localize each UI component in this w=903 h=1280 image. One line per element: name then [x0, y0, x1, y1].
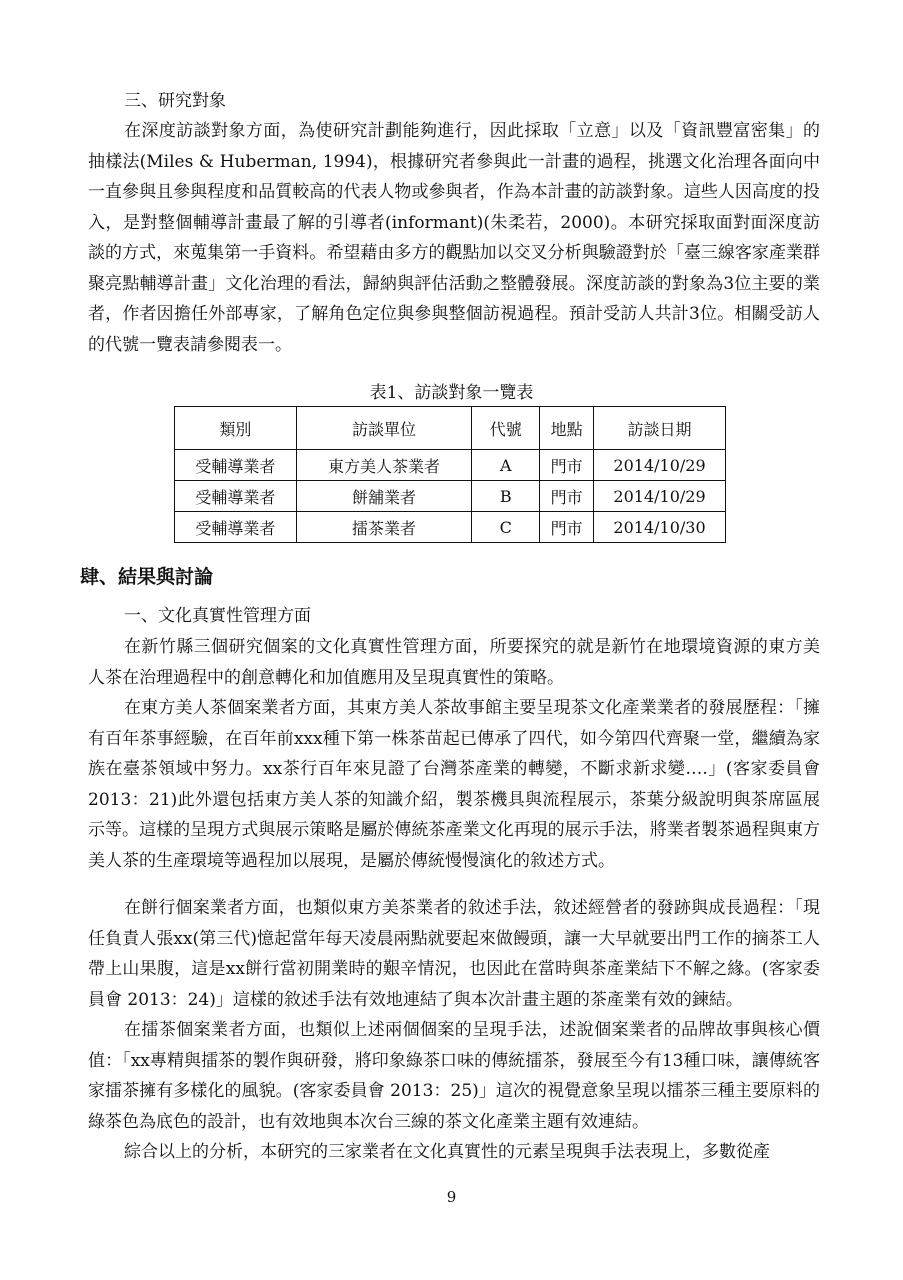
table-cell: 受輔導業者 — [175, 481, 297, 512]
table-cell: 2014/10/29 — [594, 450, 726, 481]
table-header-cell: 代號 — [472, 407, 540, 450]
paragraph-oriental-beauty-tea-case: 在東方美人茶個案業者方面，其東方美人茶故事館主要呈現茶文化產業業者的發展歷程：「擁有百年茶事經驗，在百年前xxx種下第一株茶苗起已傳承了四代，如今第四代齊聚一堂，繼續為家族在臺茶領域中努力。xx茶行百年來見證了台灣茶產業的轉變，不斷求新求變….」(客家委員會 2013：21)此外還包括東方美人茶的知識介紹，製茶機具與流程展示，茶葉分級說明與茶席區展示等。這樣的呈現方式與展示策略是屬於傳統茶產業文化再現的展示手法，將業者製茶過程與東方美人茶的生產環境等過程加以展現，是屬於傳統慢慢演化的敘述方式。 — [88, 698, 820, 871]
table-cell: B — [472, 481, 540, 512]
table-header-cell: 地點 — [540, 407, 594, 450]
section-heading-results-discussion: 肆、結果與討論 — [80, 566, 214, 588]
table-cell: 東方美人茶業者 — [296, 450, 472, 481]
table-cell: A — [472, 450, 540, 481]
page-number: 9 — [446, 1188, 457, 1206]
table-cell: 受輔導業者 — [175, 512, 297, 543]
table-cell: 受輔導業者 — [175, 450, 297, 481]
table-caption: 表1、訪談對象一覽表 — [369, 383, 534, 403]
table-cell: C — [472, 512, 540, 543]
table-header-row — [175, 407, 726, 450]
table-cell: 擂茶業者 — [296, 512, 472, 543]
table-row — [175, 450, 726, 481]
table-header-cell: 類別 — [175, 407, 297, 450]
table-cell: 門市 — [540, 481, 594, 512]
paragraph-lei-tea-case: 在擂茶個案業者方面，也類似上述兩個個案的呈現手法，述說個案業者的品牌故事與核心價值：「xx專精與擂茶的製作與研發，將印象綠茶口味的傳統擂茶，發展至今有13種口味，讓傳統客家擂茶擁有多樣化的風貌。(客家委員會 2013：25)」這次的視覺意象呈現以擂茶三種主要原料的綠茶色為底色的設計，也有效地與本次台三線的茶文化產業主題有效連結。 — [88, 1020, 820, 1132]
paragraph-cultural-authenticity-intro: 在新竹縣三個研究個案的文化真實性管理方面，所要探究的就是新竹在地環境資源的東方美人茶在治理過程中的創意轉化和加值應用及呈現真實性的策略。 — [88, 637, 820, 688]
table-cell: 2014/10/30 — [594, 512, 726, 543]
interview-subjects-table — [174, 406, 726, 543]
section-heading-research-subjects: 三、研究對象 — [124, 91, 226, 111]
table-cell: 門市 — [540, 450, 594, 481]
subsection-heading-cultural-authenticity: 一、文化真實性管理方面 — [124, 606, 311, 626]
paragraph-summary: 綜合以上的分析，本研究的三家業者在文化真實性的元素呈現與手法表現上，多數從產 — [124, 1142, 770, 1162]
table-cell: 2014/10/29 — [594, 481, 726, 512]
table-header-cell: 訪談單位 — [296, 407, 472, 450]
table-header-cell: 訪談日期 — [594, 407, 726, 450]
table-cell: 門市 — [540, 512, 594, 543]
paragraph-bakery-case: 在餅行個案業者方面，也類似東方美茶業者的敘述手法，敘述經營者的發跡與成長過程：「現任負責人張xx(第三代)憶起當年每天凌晨兩點就要起來做饅頭，讓一大早就要出門工作的摘茶工人帶上山果腹，這是xx餅行當初開業時的艱辛情況，也因此在當時與茶產業結下不解之緣。(客家委員會 2013：24)」這樣的敘述手法有效地連結了與本次計畫主題的茶產業有效的鍊結。 — [88, 898, 820, 1010]
paragraph-research-subjects: 在深度訪談對象方面，為使研究計劃能夠進行，因此採取「立意」以及「資訊豐富密集」的抽樣法(Miles & Huberman, 1994)，根據研究者參與此一計畫的過程，挑選文化治理各面向中一直參與且參與程度和品質較高的代表人物或參與者，作為本計畫的訪談對象。這些人因高度的投入，是對整個輔導計畫最了解的引導者(informant)(朱柔若，2000)。本研究採取面對面深度訪談的方式，來蒐集第一手資料。希望藉由多方的觀點加以交叉分析與驗證對於「臺三線客家產業群聚亮點輔導計畫」文化治理的看法，歸納與評估活動之整體發展。深度訪談的對象為3位主要的業者，作者因擔任外部專家，了解角色定位與參與整個訪視過程。預計受訪人共計3位。相關受訪人的代號一覽表請參閱表一。 — [88, 121, 820, 355]
table-cell: 餅舖業者 — [296, 481, 472, 512]
table-row — [175, 512, 726, 543]
table-row — [175, 481, 726, 512]
